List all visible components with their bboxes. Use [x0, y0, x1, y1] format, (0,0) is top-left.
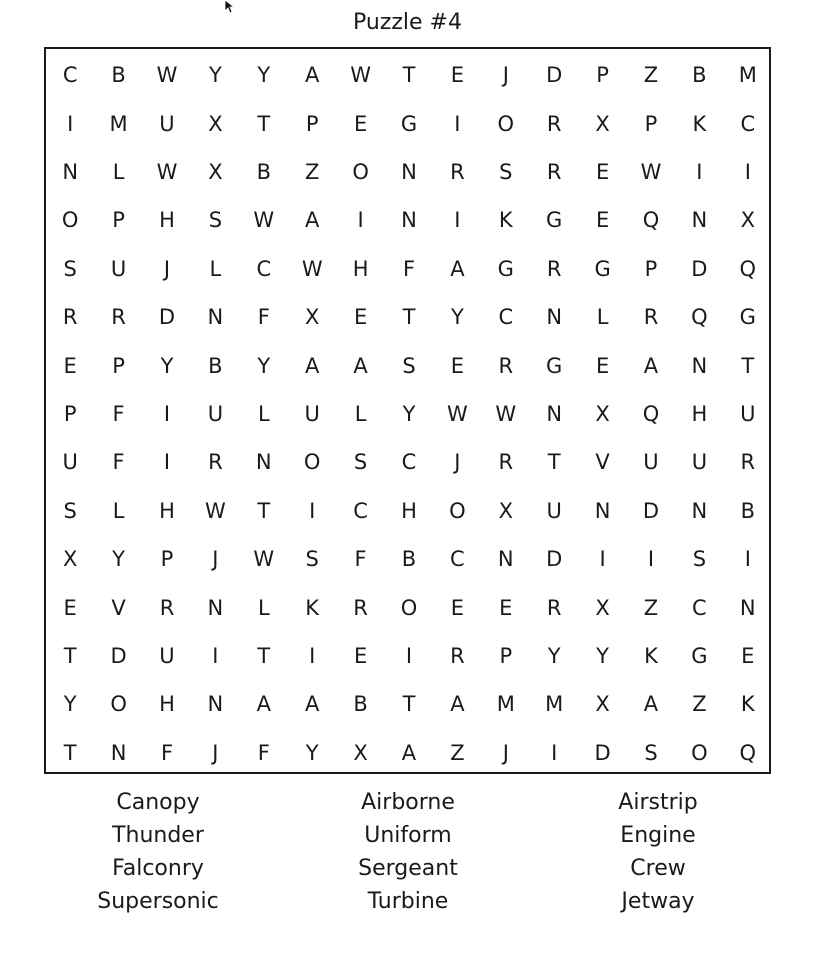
grid-cell[interactable]: Z: [643, 595, 659, 620]
grid-cell[interactable]: U: [207, 401, 224, 426]
grid-cell[interactable]: R: [450, 159, 465, 184]
grid-cell[interactable]: E: [353, 305, 368, 330]
grid-row: [46, 245, 773, 293]
grid-cell[interactable]: S: [63, 256, 77, 281]
grid-cell[interactable]: E: [595, 159, 610, 184]
grid-cell[interactable]: U: [110, 256, 127, 281]
grid-cell[interactable]: E: [595, 208, 610, 233]
grid-row: [46, 487, 773, 535]
grid-cell[interactable]: B: [353, 692, 368, 717]
grid-cell[interactable]: C: [62, 63, 78, 88]
grid-cell[interactable]: E: [595, 353, 610, 378]
grid-cell[interactable]: R: [546, 159, 562, 184]
grid-cell[interactable]: Y: [450, 305, 464, 330]
grid-cell[interactable]: E: [63, 353, 77, 378]
grid-cell[interactable]: R: [643, 305, 659, 330]
grid-row: [46, 583, 773, 631]
grid-cell[interactable]: T: [402, 305, 416, 330]
grid-cell[interactable]: G: [400, 111, 418, 136]
grid-cell[interactable]: Y: [257, 353, 271, 378]
grid-cell[interactable]: N: [207, 595, 224, 620]
grid-cell[interactable]: Y: [257, 63, 271, 88]
grid-cell[interactable]: X: [305, 305, 320, 330]
grid-cell[interactable]: H: [159, 692, 175, 717]
grid-cell[interactable]: P: [305, 111, 319, 136]
grid-cell[interactable]: J: [454, 450, 461, 475]
grid-cell[interactable]: R: [546, 595, 562, 620]
grid-cell[interactable]: E: [353, 643, 368, 668]
grid-cell[interactable]: S: [644, 740, 658, 765]
grid-cell[interactable]: R: [159, 595, 175, 620]
grid-cell[interactable]: Z: [643, 63, 659, 88]
grid-cell[interactable]: H: [159, 208, 175, 233]
word-list-item: Airborne: [361, 790, 455, 815]
grid-cell[interactable]: H: [691, 401, 708, 426]
grid-cell[interactable]: I: [67, 111, 74, 136]
grid-cell[interactable]: H: [352, 256, 369, 281]
grid-cell[interactable]: S: [63, 498, 77, 523]
word-list-item: Canopy: [116, 790, 200, 815]
grid-row: [46, 632, 773, 680]
grid-cell[interactable]: Y: [112, 547, 125, 572]
grid-cell[interactable]: F: [354, 547, 367, 572]
grid-cell[interactable]: U: [159, 111, 175, 136]
grid-cell[interactable]: O: [400, 595, 418, 620]
grid-cell[interactable]: S: [692, 547, 707, 572]
grid-cell[interactable]: N: [110, 740, 127, 765]
grid-cell[interactable]: O: [352, 159, 369, 184]
grid-cell[interactable]: K: [305, 595, 320, 620]
grid-cell[interactable]: R: [740, 450, 756, 475]
grid-cell[interactable]: N: [594, 498, 611, 523]
grid-cell[interactable]: B: [208, 353, 223, 378]
grid-cell[interactable]: K: [498, 208, 513, 233]
grid-cell[interactable]: W: [156, 63, 178, 88]
grid-row: [46, 341, 773, 389]
word-list-item: Falconry: [112, 856, 204, 881]
grid-cell[interactable]: F: [160, 740, 174, 765]
grid-cell[interactable]: W: [205, 498, 226, 523]
grid-cell[interactable]: T: [257, 643, 271, 668]
grid-row: [46, 148, 773, 196]
grid-cell[interactable]: W: [350, 63, 371, 88]
grid-cell[interactable]: T: [257, 111, 271, 136]
grid-cell[interactable]: T: [257, 498, 271, 523]
grid-cell[interactable]: N: [255, 450, 272, 475]
grid-cell[interactable]: X: [498, 498, 513, 523]
grid-cell[interactable]: R: [498, 450, 514, 475]
grid-cell[interactable]: Z: [305, 159, 320, 184]
grid-cell[interactable]: D: [594, 740, 611, 765]
grid-cell[interactable]: C: [740, 111, 756, 136]
grid-cell[interactable]: G: [594, 256, 611, 281]
grid-cell[interactable]: R: [450, 643, 465, 668]
grid-cell[interactable]: A: [450, 692, 465, 717]
word-list-item: Airstrip: [618, 790, 698, 815]
grid-cell[interactable]: E: [63, 595, 77, 620]
grid-cell[interactable]: G: [497, 256, 514, 281]
grid-cell[interactable]: B: [740, 498, 755, 523]
grid-cell[interactable]: U: [546, 498, 562, 523]
grid-cell[interactable]: P: [160, 547, 174, 572]
grid-cell[interactable]: N: [691, 353, 708, 378]
grid-cell[interactable]: O: [61, 208, 79, 233]
grid-cell[interactable]: A: [305, 692, 320, 717]
grid-cell[interactable]: R: [62, 305, 78, 330]
grid-cell[interactable]: T: [741, 353, 755, 378]
grid-cell[interactable]: I: [696, 159, 703, 184]
grid-cell[interactable]: D: [110, 643, 127, 668]
grid-cell[interactable]: E: [450, 353, 465, 378]
grid-cell[interactable]: S: [353, 450, 368, 475]
grid-cell[interactable]: H: [159, 498, 175, 523]
grid-cell[interactable]: X: [595, 595, 610, 620]
grid-cell[interactable]: A: [305, 63, 320, 88]
grid-cell[interactable]: X: [208, 159, 223, 184]
grid-cell[interactable]: Y: [63, 692, 77, 717]
grid-cell[interactable]: A: [256, 692, 271, 717]
grid-cell[interactable]: B: [111, 63, 126, 88]
grid-cell[interactable]: M: [109, 111, 128, 136]
grid-row: [46, 196, 773, 244]
grid-cell[interactable]: X: [63, 547, 78, 572]
grid-row: [46, 390, 773, 438]
grid-cell[interactable]: A: [643, 353, 659, 378]
grid-cell[interactable]: X: [595, 692, 610, 717]
grid-cell[interactable]: A: [305, 208, 320, 233]
grid-cell[interactable]: C: [256, 256, 272, 281]
grid-cell[interactable]: P: [63, 401, 77, 426]
grid-cell[interactable]: N: [546, 401, 563, 426]
grid-cell[interactable]: L: [596, 305, 609, 330]
letter-grid: [44, 47, 771, 774]
grid-cell[interactable]: W: [253, 547, 275, 572]
grid-cell[interactable]: R: [353, 595, 368, 620]
grid-cell[interactable]: U: [643, 450, 659, 475]
grid-cell[interactable]: J: [502, 740, 509, 765]
grid-cell[interactable]: E: [741, 643, 755, 668]
grid-cell[interactable]: N: [497, 547, 514, 572]
grid-cell[interactable]: N: [691, 498, 708, 523]
grid-cell[interactable]: I: [454, 111, 461, 136]
grid-cell[interactable]: F: [112, 401, 125, 426]
grid-cell[interactable]: A: [450, 256, 465, 281]
grid-cell[interactable]: U: [62, 450, 78, 475]
grid-cell[interactable]: Q: [739, 256, 757, 281]
grid-cell[interactable]: L: [112, 498, 125, 523]
grid-cell[interactable]: I: [599, 547, 606, 572]
grid-cell[interactable]: W: [253, 208, 275, 233]
grid-cell[interactable]: C: [692, 595, 707, 620]
grid-cell[interactable]: R: [546, 256, 562, 281]
grid-row: [46, 535, 773, 583]
grid-cell[interactable]: Q: [739, 740, 757, 765]
grid-cell[interactable]: D: [158, 305, 176, 330]
grid-cell[interactable]: V: [595, 450, 610, 475]
grid-cell[interactable]: I: [405, 643, 413, 668]
grid-cell[interactable]: Q: [642, 208, 660, 233]
grid-cell[interactable]: I: [551, 740, 558, 765]
grid-cell[interactable]: S: [402, 353, 416, 378]
grid-row: [46, 438, 773, 486]
word-column-2: [288, 786, 528, 918]
grid-cell[interactable]: Y: [208, 63, 222, 88]
word-list: [0, 786, 815, 926]
grid-cell[interactable]: P: [112, 208, 125, 233]
grid-cell[interactable]: U: [304, 401, 320, 426]
grid-cell[interactable]: Y: [547, 643, 561, 668]
grid-cell[interactable]: I: [163, 401, 171, 426]
grid-cell[interactable]: U: [691, 450, 708, 475]
grid-cell[interactable]: C: [498, 305, 514, 330]
grid-cell[interactable]: X: [740, 208, 755, 233]
grid-cell[interactable]: I: [357, 208, 364, 233]
grid-cell[interactable]: G: [691, 643, 708, 668]
grid-cell[interactable]: B: [692, 63, 707, 88]
grid-cell[interactable]: N: [207, 305, 224, 330]
grid-cell[interactable]: R: [546, 111, 562, 136]
word-list-item: Supersonic: [97, 889, 219, 914]
grid-cell[interactable]: A: [305, 353, 320, 378]
grid-cell[interactable]: O: [497, 111, 515, 136]
grid-cell[interactable]: N: [739, 595, 756, 620]
grid-cell[interactable]: P: [112, 353, 125, 378]
grid-cell[interactable]: J: [212, 740, 219, 765]
word-list-item: Sergeant: [358, 856, 458, 881]
grid-cell[interactable]: V: [111, 595, 126, 620]
grid-cell[interactable]: D: [642, 498, 660, 523]
grid-cell[interactable]: L: [257, 401, 270, 426]
grid-cell[interactable]: L: [257, 595, 270, 620]
grid-cell[interactable]: F: [257, 305, 270, 330]
word-list-item: Thunder: [112, 823, 204, 848]
grid-cell[interactable]: C: [353, 498, 368, 523]
word-list-item: Turbine: [367, 889, 449, 914]
word-list-item: Jetway: [621, 889, 695, 914]
grid-cell[interactable]: M: [496, 692, 515, 717]
grid-cell[interactable]: L: [354, 401, 367, 426]
grid-cell[interactable]: D: [691, 256, 708, 281]
grid-cell[interactable]: Y: [596, 643, 609, 668]
grid-cell[interactable]: I: [309, 643, 316, 668]
grid-cell[interactable]: O: [449, 498, 466, 523]
grid-cell[interactable]: S: [208, 208, 223, 233]
grid-cell[interactable]: I: [647, 547, 655, 572]
grid-cell[interactable]: G: [546, 208, 563, 233]
grid-cell[interactable]: P: [644, 256, 658, 281]
grid-cell[interactable]: I: [309, 498, 316, 523]
grid-cell[interactable]: T: [402, 692, 416, 717]
grid-cell[interactable]: K: [644, 643, 658, 668]
grid-cell[interactable]: X: [208, 111, 223, 136]
grid-cell[interactable]: M: [738, 63, 757, 88]
grid-cell[interactable]: T: [547, 450, 561, 475]
word-list-item: Engine: [620, 823, 696, 848]
grid-row: [46, 99, 773, 147]
grid-cell[interactable]: I: [454, 208, 461, 233]
grid-cell[interactable]: E: [450, 595, 465, 620]
grid-cell[interactable]: T: [63, 740, 77, 765]
grid-cell[interactable]: U: [159, 643, 175, 668]
grid-row: [46, 729, 773, 777]
grid-cell[interactable]: A: [643, 692, 659, 717]
grid-cell[interactable]: Y: [305, 740, 319, 765]
grid-cell[interactable]: M: [545, 692, 564, 717]
grid-cell[interactable]: I: [163, 450, 171, 475]
grid-cell[interactable]: I: [212, 643, 219, 668]
grid-cell[interactable]: W: [447, 401, 468, 426]
grid-cell[interactable]: W: [495, 401, 517, 426]
word-column-1: [38, 786, 278, 918]
grid-cell[interactable]: O: [303, 450, 321, 475]
grid-cell[interactable]: T: [63, 643, 77, 668]
grid-cell[interactable]: A: [353, 353, 368, 378]
grid-cell[interactable]: X: [595, 111, 610, 136]
grid-cell[interactable]: Q: [642, 401, 660, 426]
grid-cell[interactable]: N: [691, 208, 708, 233]
grid-cell[interactable]: J: [502, 63, 509, 88]
grid-cell[interactable]: Z: [450, 740, 465, 765]
grid-row: [46, 680, 773, 728]
word-list-item: Uniform: [364, 823, 452, 848]
grid-cell[interactable]: N: [62, 159, 79, 184]
grid-cell[interactable]: F: [402, 256, 416, 281]
grid-cell[interactable]: I: [744, 547, 751, 572]
grid-cell[interactable]: E: [499, 595, 513, 620]
grid-cell[interactable]: B: [256, 159, 271, 184]
grid-cell[interactable]: J: [212, 547, 219, 572]
grid-cell[interactable]: I: [744, 159, 751, 184]
grid-cell[interactable]: N: [401, 159, 417, 184]
grid-row: [46, 51, 773, 99]
grid-cell[interactable]: Z: [692, 692, 707, 717]
grid-cell[interactable]: H: [401, 498, 417, 523]
grid-cell[interactable]: E: [353, 111, 368, 136]
grid-cell[interactable]: A: [401, 740, 417, 765]
word-list-item: Crew: [630, 856, 686, 881]
grid-cell[interactable]: R: [498, 353, 514, 378]
grid-cell[interactable]: P: [499, 643, 513, 668]
grid-cell[interactable]: F: [112, 450, 125, 475]
grid-cell[interactable]: S: [305, 547, 319, 572]
grid-cell[interactable]: L: [112, 159, 125, 184]
grid-cell[interactable]: R: [208, 450, 223, 475]
grid-cell[interactable]: D: [546, 63, 563, 88]
grid-cell[interactable]: O: [110, 692, 127, 717]
grid-cell[interactable]: R: [111, 305, 126, 330]
grid-cell[interactable]: E: [450, 63, 465, 88]
grid-cell[interactable]: K: [740, 692, 755, 717]
grid-cell[interactable]: N: [207, 692, 224, 717]
grid-cell[interactable]: G: [546, 353, 563, 378]
grid-cell[interactable]: K: [692, 111, 707, 136]
grid-cell[interactable]: L: [209, 256, 222, 281]
grid-cell[interactable]: S: [499, 159, 513, 184]
grid-cell[interactable]: Q: [691, 305, 708, 330]
grid-cell[interactable]: X: [353, 740, 368, 765]
grid-cell[interactable]: Y: [160, 353, 174, 378]
grid-cell[interactable]: T: [402, 63, 416, 88]
grid-row: [46, 293, 773, 341]
grid-cell[interactable]: F: [257, 740, 270, 765]
grid-cell[interactable]: C: [401, 450, 417, 475]
grid-cell[interactable]: D: [546, 547, 563, 572]
grid-cell[interactable]: N: [401, 208, 417, 233]
grid-cell[interactable]: C: [450, 547, 465, 572]
grid-cell[interactable]: N: [546, 305, 563, 330]
grid-cell[interactable]: B: [401, 547, 417, 572]
word-column-3: [538, 786, 778, 918]
grid-cell[interactable]: W: [640, 159, 662, 184]
grid-cell[interactable]: X: [595, 401, 610, 426]
grid-cell[interactable]: W: [301, 256, 323, 281]
grid-cell[interactable]: J: [163, 256, 171, 281]
grid-cell[interactable]: U: [740, 401, 756, 426]
grid-cell[interactable]: O: [691, 740, 708, 765]
grid-cell[interactable]: W: [156, 159, 178, 184]
puzzle-title: Puzzle #4: [353, 10, 462, 35]
grid-cell[interactable]: P: [644, 111, 658, 136]
grid-cell[interactable]: P: [596, 63, 609, 88]
grid-cell[interactable]: Y: [402, 401, 416, 426]
grid-cell[interactable]: G: [739, 305, 756, 330]
